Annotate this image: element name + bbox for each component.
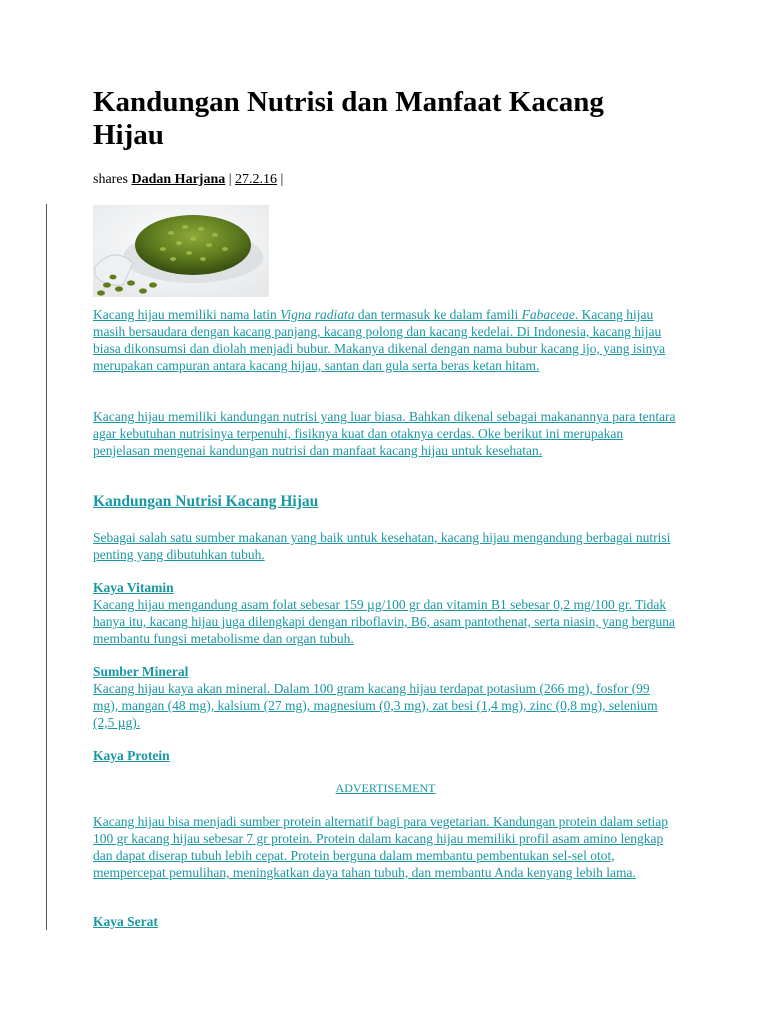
subheading-protein[interactable]: Kaya Protein: [93, 748, 170, 763]
author-link[interactable]: Dadan Harjana: [131, 172, 226, 187]
advertisement-label[interactable]: ADVERTISEMENT: [335, 781, 436, 795]
subheading-vitamin[interactable]: Kaya Vitamin: [93, 580, 174, 595]
section-heading-nutrition[interactable]: Kandungan Nutrisi Kacang Hijau: [93, 493, 319, 510]
mung-beans-photo: [93, 205, 269, 297]
subheading-fiber[interactable]: Kaya Serat: [93, 914, 158, 929]
meta-separator: |: [228, 172, 232, 187]
nutrition-intro-paragraph[interactable]: Sebagai salah satu sumber makanan yang baik untuk kesehatan, kacang hijau mengandung berbagai nutrisi penting yang dibutuhkan tubuh.: [93, 530, 671, 562]
subheading-mineral[interactable]: Sumber Mineral: [93, 664, 189, 679]
date-link[interactable]: 27.2.16: [235, 172, 278, 187]
meta-separator: |: [280, 172, 284, 187]
mineral-paragraph[interactable]: Kacang hijau kaya akan mineral. Dalam 100 gram kacang hijau terdapat potasium (266 mg), fosfor (99 mg), mangan (48 mg), kalsium (27 mg), magnesium (0,3 mg), zat besi (1,4 mg), zinc (0,8 mg), selenium (2,5 µg).: [93, 681, 658, 730]
article-title: Kandungan Nutrisi dan Manfaat Kacang Hijau: [93, 86, 604, 151]
intro-paragraph-2[interactable]: Kacang hijau memiliki kandungan nutrisi yang luar biasa. Bahkan dikenal sebagai makanannya para tentara agar kebutuhan nutrisinya terpenuhi, fisiknya kuat dan otaknya cerdas. Oke berikut ini merupakan penjelasan mengenai kandungan nutrisi dan manfaat kacang hijau untuk kesehatan.: [93, 409, 676, 458]
article-meta: [93, 170, 283, 190]
left-border-line: [46, 204, 47, 930]
meta-prefix: shares: [93, 172, 128, 187]
intro-paragraph-1[interactable]: Kacang hijau memiliki nama latin Vigna radiata dan termasuk ke dalam famili Fabaceae. Kacang hijau masih bersaudara dengan kacang panjang, kacang polong dan kacang kedelai. Di Indonesia, kacang hijau biasa dikonsumsi dan diolah menjadi bubur. Makanya dikenal dengan nama bubur kacang ijo, yang isinya merupakan campuran antara kacang hijau, santan dan gula serta beras ketan hitam.: [93, 307, 666, 373]
vitamin-paragraph[interactable]: Kacang hijau mengandung asam folat sebesar 159 µg/100 gr dan vitamin B1 sebesar 0,2 mg/100 gr. Tidak hanya itu, kacang hijau juga dilengkapi dengan riboflavin, B6, asam pantothenat, serta niasin, yang berguna membantu fungsi metabolisme dan organ tubuh.: [93, 597, 675, 646]
protein-paragraph[interactable]: Kacang hijau bisa menjadi sumber protein alternatif bagi para vegetarian. Kandungan protein dalam setiap 100 gr kacang hijau sebesar 7 gr protein. Protein dalam kacang hijau memiliki profil asam amino lengkap dan dapat diserap tubuh lebih cepat. Protein berguna dalam membantu pembentukan sel-sel otot, mempercepat pemulihan, meningkatkan daya tahan tubuh, dan membantu Anda kenyang lebih lama.: [93, 814, 669, 880]
